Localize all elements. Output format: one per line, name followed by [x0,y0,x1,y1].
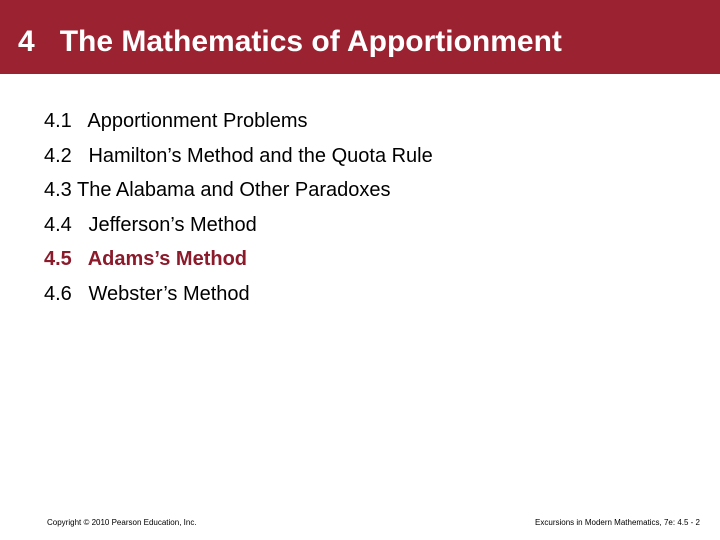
slide-title: 4 The Mathematics of Apportionment [18,25,562,58]
section-item-4-1: 4.1 Apportionment Problems [44,110,308,132]
source-citation: Excursions in Modern Mathematics, 7e: 4.5 - 2 [535,518,700,527]
section-item-4-3: 4.3 The Alabama and Other Paradoxes [44,179,391,201]
title-bar [0,0,720,74]
section-list [44,104,433,311]
section-item-4-4: 4.4 Jefferson’s Method [44,213,257,236]
section-item-4-5-current: 4.5 Adams’s Method [44,248,248,270]
copyright-notice: Copyright © 2010 Pearson Education, Inc. [47,518,197,527]
section-item-4-2: 4.2 Hamilton’s Method and the Quota Rule [44,144,433,167]
section-item-4-6: 4.6 Webster’s Method [44,282,250,305]
